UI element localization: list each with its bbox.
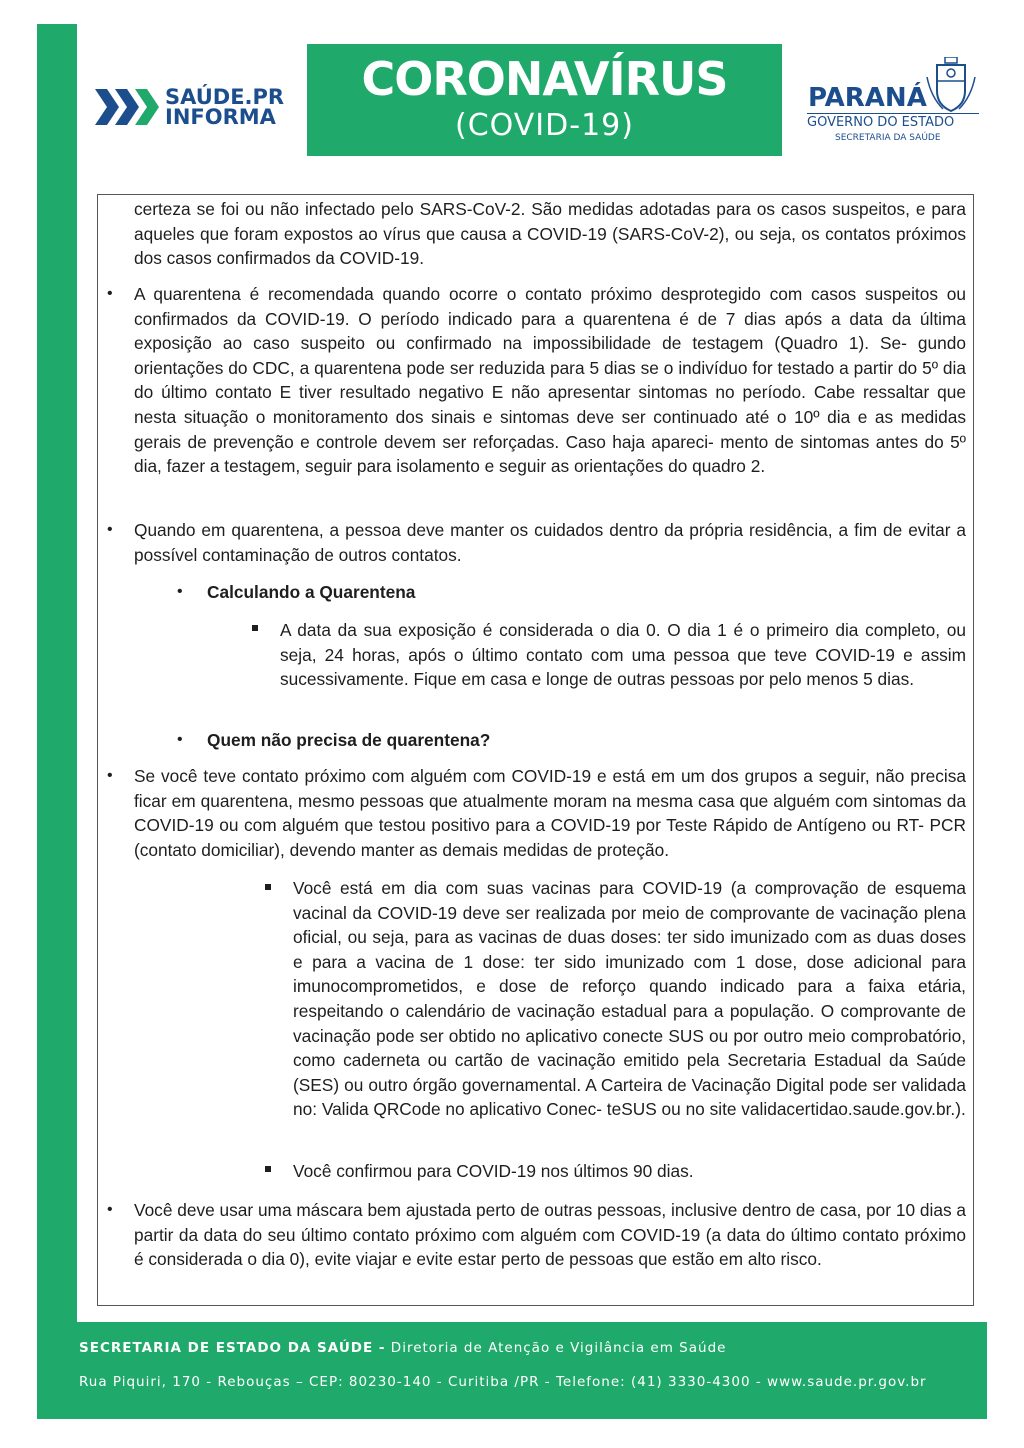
logo-government: GOVERNO DO ESTADO (807, 115, 955, 130)
bullet-dot-icon: • (107, 1201, 113, 1218)
chevrons-icon (95, 85, 161, 129)
bullet-dot-icon: • (107, 767, 113, 784)
square-bullet-icon (252, 625, 258, 631)
mask-paragraph: Você deve usar uma máscara bem ajustada perto de outras pessoas, inclusive dentro de casa, por 10 dias a partir da data do seu último contato próximo com alguém com COVID-19 (a data do último contato próximo é considerada o dia 0), evite viajar e evite estar perto de pessoas que estão em alto risco. (134, 1200, 966, 1270)
logo-state-name: PARANÁ (808, 83, 927, 113)
title-banner (307, 44, 782, 156)
coat-of-arms-icon (923, 57, 979, 115)
logo-line-2: INFORMA (165, 105, 276, 129)
left-green-bar (37, 24, 77, 1324)
saude-pr-informa-logo (95, 82, 284, 132)
footer-line-2: Rua Piquiri, 170 - Rebouças – CEP: 80230-140 - Curitiba /PR - Telefone: (41) 3330-4300 - www.saude.pr.gov.br (79, 1374, 927, 1390)
bullet-dot-icon: • (107, 521, 113, 538)
footer-secretariat: SECRETARIA DE ESTADO DA SAÚDE - (79, 1340, 386, 1356)
page-title: CORONAVÍRUS (361, 52, 728, 106)
page-subtitle: (COVID-19) (455, 108, 634, 143)
confirmed-paragraph: Você confirmou para COVID-19 nos últimos 90 dias. (293, 1161, 694, 1181)
square-bullet-icon (265, 884, 271, 890)
parana-government-logo (805, 55, 985, 155)
square-bullet-icon (265, 1166, 271, 1172)
logo-secretariat: SECRETARIA DA SAÚDE (835, 133, 941, 143)
footer-directorate: Diretoria de Atenção e Vigilância em Saúde (385, 1340, 727, 1356)
quarantine-paragraph: A quarentena é recomendada quando ocorre o contato próximo desprotegido com casos suspeitos ou confirmados da COVID-19. O período indicado para a quarentena é de 7 dias após a data da última exposição ao caso suspeito ou confirmado na impossibilidade de testagem (Quadro 1). Se- gundo orientações do CDC, a quarentena pode ser reduzida para 5 dias se o indivíduo for testado a partir do 5º dia do último contato E tiver resultado negativo E não apresentar sintomas no período. Cabe ressaltar que nesta situação o monitoramento dos sinais e sintomas deve ser continuado até o 10º dia e as medidas gerais de prevenção e controle devem ser reforçadas. Caso haja apareci- mento de sintomas antes do 5º dia, fazer a testagem, seguir para isolamento e seguir as orientações do quadro 2. (134, 284, 966, 477)
bullet-dot-icon: • (107, 285, 113, 302)
home-care-paragraph: Quando em quarentena, a pessoa deve manter os cuidados dentro da própria residência, a fim de evitar a possível contaminação de outros contatos. (134, 520, 966, 565)
vaccinated-paragraph: Você está em dia com suas vacinas para COVID-19 (a comprovação de esquema vacinal da COVID-19 deve ser realizada por meio de comprovante de vacinação plena oficial, ou seja, para as vacinas de duas doses: ter sido imunizado com as duas doses e para a vacina de 1 dose: ter sido imunizado com 1 dose, dose adicional para imunocomprometidos, e dose de reforço quando indicado para a faixa etária, respeitando o calendário de vacinação estadual para a população. O comprovante de vacinação pode ser obtido no aplicativo conecte SUS ou por outro meio comprobatório, como caderneta ou cartão de vacinação emitido pela Secretaria Estadual da Saúde (SES) ou outro órgão governamental. A Carteira de Vacinação Digital pode ser validada no: Valida QRCode no aplicativo Conec- teSUS ou no site validacertidao.saude.gov.br.). (293, 878, 966, 1120)
bullet-dot-icon: • (177, 731, 183, 748)
footer-bar (37, 1322, 987, 1419)
logo-line-1: SAÚDE.PR (165, 85, 285, 109)
groups-paragraph: Se você teve contato próximo com alguém com COVID-19 e está em um dos grupos a seguir, não precisa ficar em quarentena, mesmo pessoas que atualmente moram na mesma casa que alguém com sintomas da COVID-19 ou com alguém que testou positivo para a COVID-19 por Teste Rápido de Antígeno ou RT- PCR (contato domiciliar), devendo manter as demais medidas de proteção. (134, 766, 966, 860)
logo-divider (807, 113, 979, 114)
bullet-dot-icon: • (177, 583, 183, 600)
intro-paragraph: certeza se foi ou não infectado pelo SARS-CoV-2. São medidas adotadas para os casos suspeitos, e para aqueles que foram expostos ao vírus que causa a COVID-19 (SARS-CoV-2), ou seja, os contatos próximos dos casos confirmados da COVID-19. (134, 199, 966, 269)
calc-heading: Calculando a Quarentena (207, 582, 416, 602)
who-heading: Quem não precisa de quarentena? (207, 730, 491, 750)
calc-paragraph: A data da sua exposição é considerada o dia 0. O dia 1 é o primeiro dia completo, ou seja, 24 horas, após o último contato com uma pessoa que teve COVID-19 e assim sucessivamente. Fique em casa e longe de outras pessoas por pelo menos 5 dias. (280, 620, 966, 690)
footer-line-1 (79, 1340, 726, 1356)
